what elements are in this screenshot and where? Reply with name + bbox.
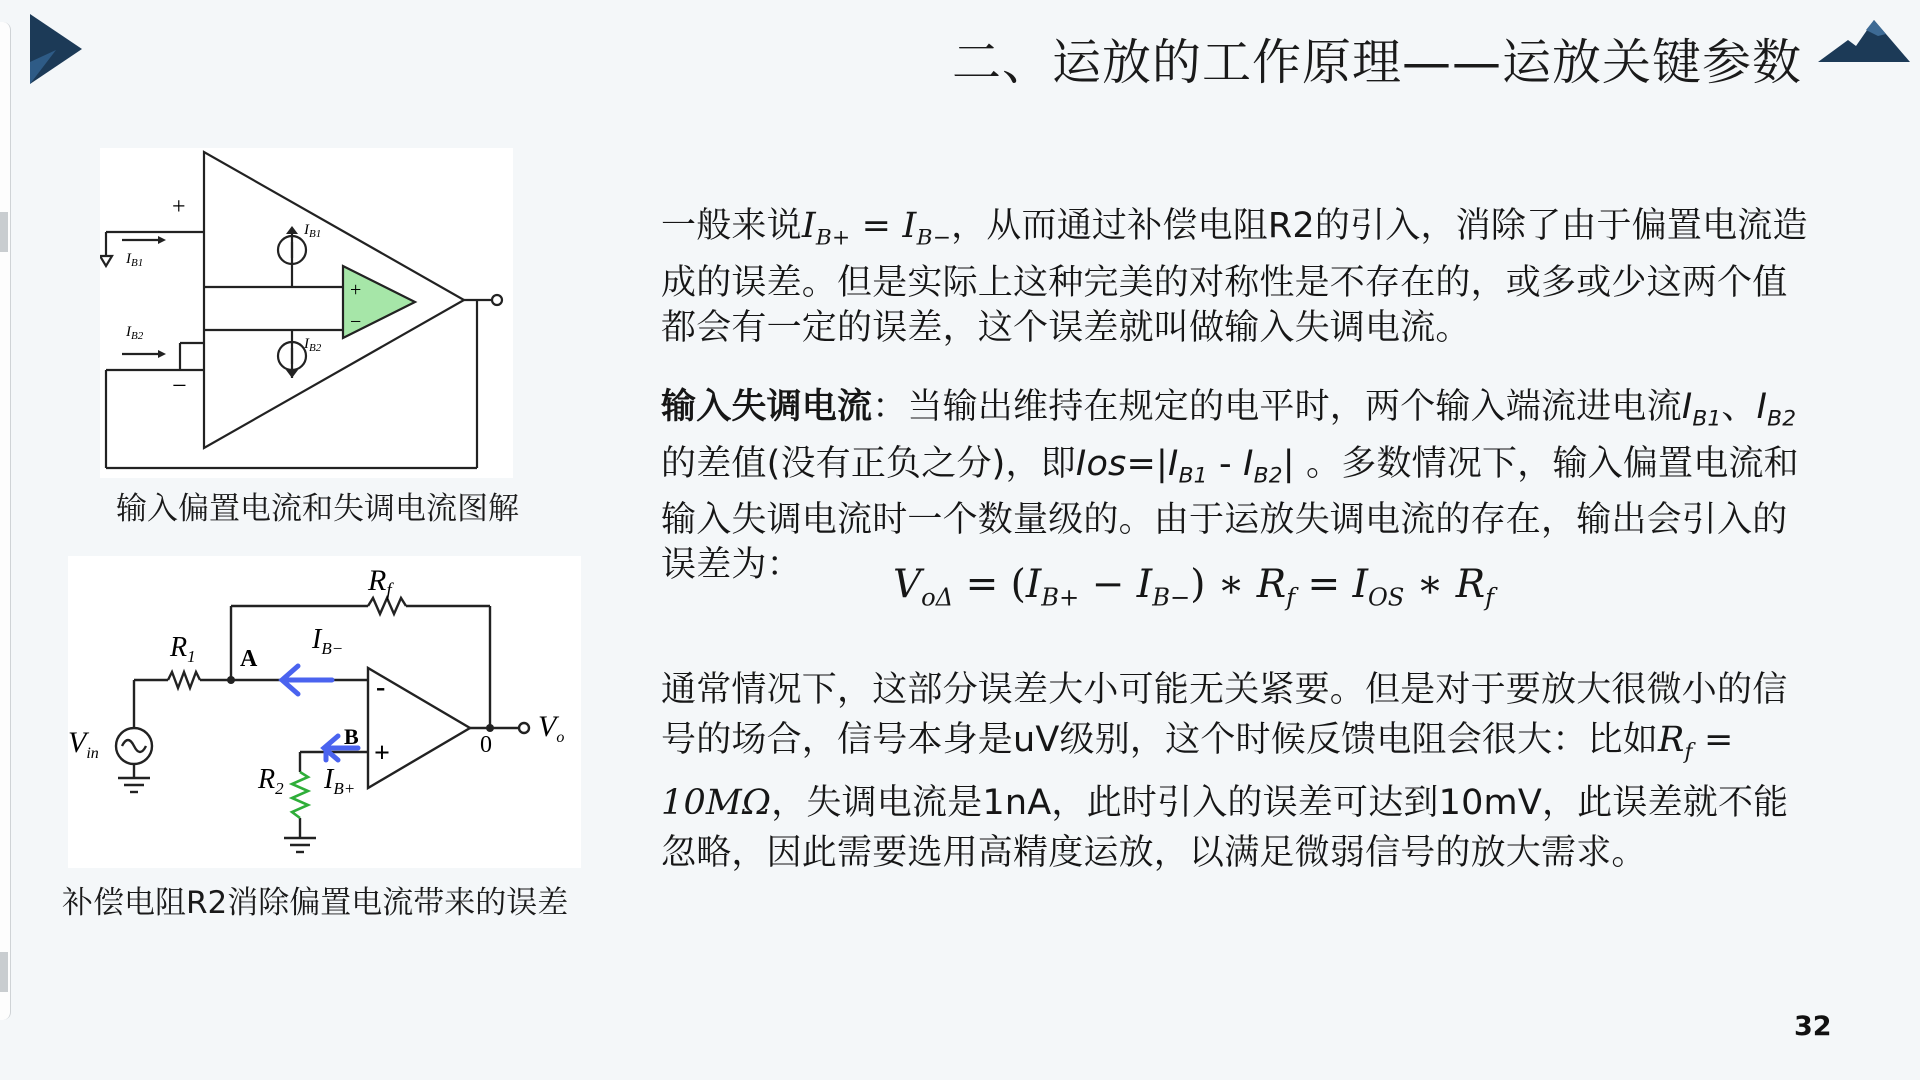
compensation-resistor-diagram xyxy=(68,556,581,868)
rf-label: $R_f$ xyxy=(368,564,392,601)
inner-minus-label: − xyxy=(350,311,362,333)
slide-title: 二、运放的工作原理——运放关键参数 xyxy=(951,34,1802,91)
ib-minus-label: $I_{B-}$ xyxy=(312,624,344,658)
vo-label: $V_o$ xyxy=(538,710,565,746)
plus-input-label: + xyxy=(172,194,186,220)
minus-input-label: − xyxy=(172,371,187,400)
offset-error-formula: $V_{o\Delta} = (I_{B+} - I_{B-})$ ∗ $R_f = I_{OS}$ ∗ $R_f$ xyxy=(893,562,1495,612)
paragraph-offset-intro: 一般来说$I_{B+} = I_{B-}$，从而通过补偿电阻R2的引入，消除了由于偏置电流造成的误差。但是实际上这种完美的对称性是不存在的，或多或少这两个值都会有一定的误差，这个误差就叫做输入失调电流。 xyxy=(661,206,1808,348)
vin-label: $V_{in}$ xyxy=(68,726,99,762)
figure1-caption: 输入偏置电流和失调电流图解 xyxy=(116,491,519,527)
rf-value-math: $R_f = 10M\Omega$ xyxy=(661,720,1734,823)
play-logo-icon xyxy=(30,14,86,84)
opamp-plus-label: + xyxy=(374,738,390,769)
paragraph-offset-definition: 输入失调电流：当输出维持在规定的电平时，两个输入端流进电流$I_{B1}$、$I_{B2}$的差值(没有正负之分)，即$Ios=|I_{B1} - I_{B2}|$ 。多数情况下，输入偏置电流和输入失调电流时一个数量级的。由于运放失调电流的存在，输出会引入的误差为： xyxy=(661,387,1799,586)
term-input-offset-current: 输入失调电流 xyxy=(661,387,873,427)
compensation-circuit xyxy=(68,556,581,868)
bias-current-circuit xyxy=(100,148,513,478)
output-zero-label: 0 xyxy=(480,732,492,758)
node-b-label: B xyxy=(344,724,359,749)
page-number: 32 xyxy=(1794,1011,1832,1042)
node-a-label: A xyxy=(240,646,258,672)
ib1-left-label: $I_{B1}$ xyxy=(126,251,144,269)
mountain-logo-icon xyxy=(1818,16,1910,64)
ib-plus-label: $I_{B+}$ xyxy=(324,764,356,798)
left-window-edge xyxy=(0,22,11,1020)
figure2-caption: 补偿电阻R2消除偏置电流带来的误差 xyxy=(62,885,569,921)
bias-current-diagram xyxy=(100,148,513,478)
r2-label: $R_2$ xyxy=(258,764,284,798)
inner-plus-label: + xyxy=(350,279,362,301)
ib2-source-label: $I_{B2}$ xyxy=(304,336,322,354)
ib1-source-label: $I_{B1}$ xyxy=(304,222,322,240)
ib2-left-label: $I_{B2}$ xyxy=(126,324,144,342)
opamp-minus-label: - xyxy=(376,672,386,703)
r1-label: $R_1$ xyxy=(170,632,196,666)
paragraph-high-precision: 通常情况下，这部分误差大小可能无关紧要。但是对于要放大很微小的信号的场合，信号本身是uV级别，这个时候反馈电阻会很大：比如$R_f = 10M\Omega$，失调电流是1nA，此时引入的误差可达到10mV，此误差就不能忽略，因此需要选用高精度运放，以满足微弱信号的放大需求。 xyxy=(661,670,1789,873)
ib-equality-math: $I_{B+} = I_{B-}$ xyxy=(801,206,952,251)
